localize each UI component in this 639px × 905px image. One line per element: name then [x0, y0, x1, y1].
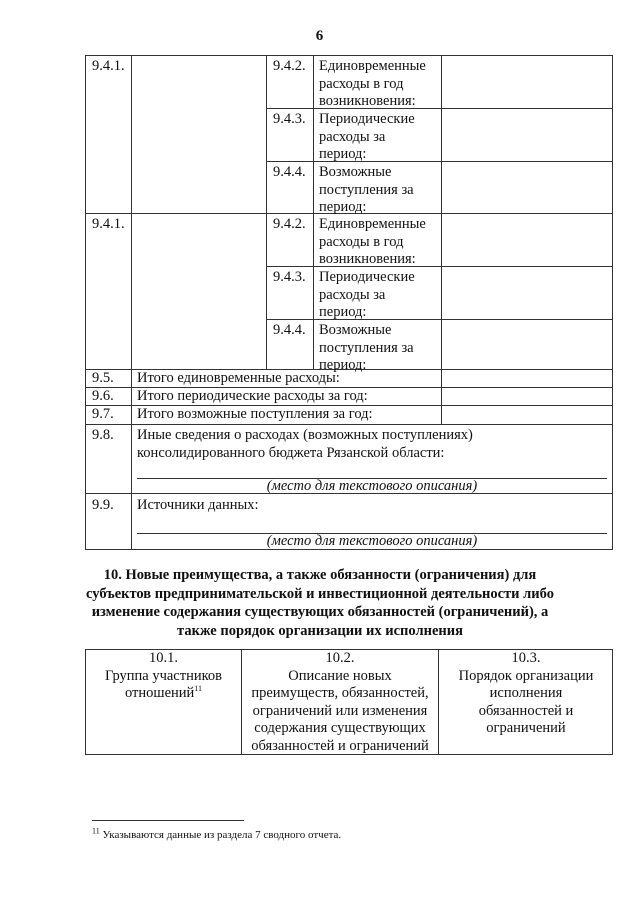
- total-label: Итого периодические расходы за год:: [137, 388, 368, 404]
- sources-label: Источники данных:: [137, 497, 259, 513]
- row-label: Периодические расходы за период:: [319, 111, 415, 162]
- footnote-rule: [92, 820, 244, 821]
- row-label: Периодические расходы за период:: [319, 269, 415, 320]
- row-label: Возможные поступления за период:: [319, 164, 414, 215]
- row-code: 9.4.2.: [273, 58, 306, 74]
- row-code: 9.4.3.: [273, 111, 306, 127]
- footnote-mark: 11: [92, 826, 100, 836]
- column-header-10-3: 10.3. Порядок организации исполнения обязанностей и ограничений: [458, 650, 594, 736]
- row-label: Единовременные расходы в год возникновения:: [319, 58, 426, 109]
- section-10-heading: 10. Новые преимущества, а также обязанности (ограничения) для субъектов предпринимательской и инвестиционной деятельности либо изменение содержания существующих обязанностей (ограничений), а также порядок организации их исполнения: [86, 567, 554, 639]
- column-header-10-1: 10.1. Группа участников отношений$^{11}$: [104, 650, 223, 701]
- row-code: 9.4.2.: [273, 216, 306, 232]
- total-label: Итого единовременные расходы:: [137, 370, 340, 386]
- total-code: 9.5.: [92, 370, 114, 386]
- sources-code: 9.9.: [92, 497, 114, 513]
- column-header-10-2: 10.2. Описание новых преимуществ, обязанностей, ограничений или изменения содержания существующих обязанностей и ограничений: [251, 650, 429, 754]
- other-code: 9.8.: [92, 427, 114, 443]
- footnote-ref: 11: [194, 684, 202, 694]
- row-label: Единовременные расходы в год возникновения:: [319, 216, 426, 267]
- total-label: Итого возможные поступления за год:: [137, 406, 373, 422]
- footnote: [92, 826, 342, 841]
- group-code: 9.4.1.: [92, 58, 125, 74]
- footnote-text: Указываются данные из раздела 7 сводного отчета.: [102, 829, 342, 841]
- row-label: Возможные поступления за период:: [319, 322, 414, 373]
- total-code: 9.6.: [92, 388, 114, 404]
- group-code: 9.4.1.: [92, 216, 125, 232]
- page-number: 6: [315, 28, 324, 44]
- total-code: 9.7.: [92, 406, 114, 422]
- row-code: 9.4.4.: [273, 322, 306, 338]
- other-label: Иные сведения о расходах (возможных поступлениях) консолидированного бюджета Рязанской области:: [137, 427, 473, 461]
- text-placeholder: (место для текстового описания): [266, 533, 478, 549]
- row-code: 9.4.3.: [273, 269, 306, 285]
- row-code: 9.4.4.: [273, 164, 306, 180]
- text-placeholder: (место для текстового описания): [266, 478, 478, 494]
